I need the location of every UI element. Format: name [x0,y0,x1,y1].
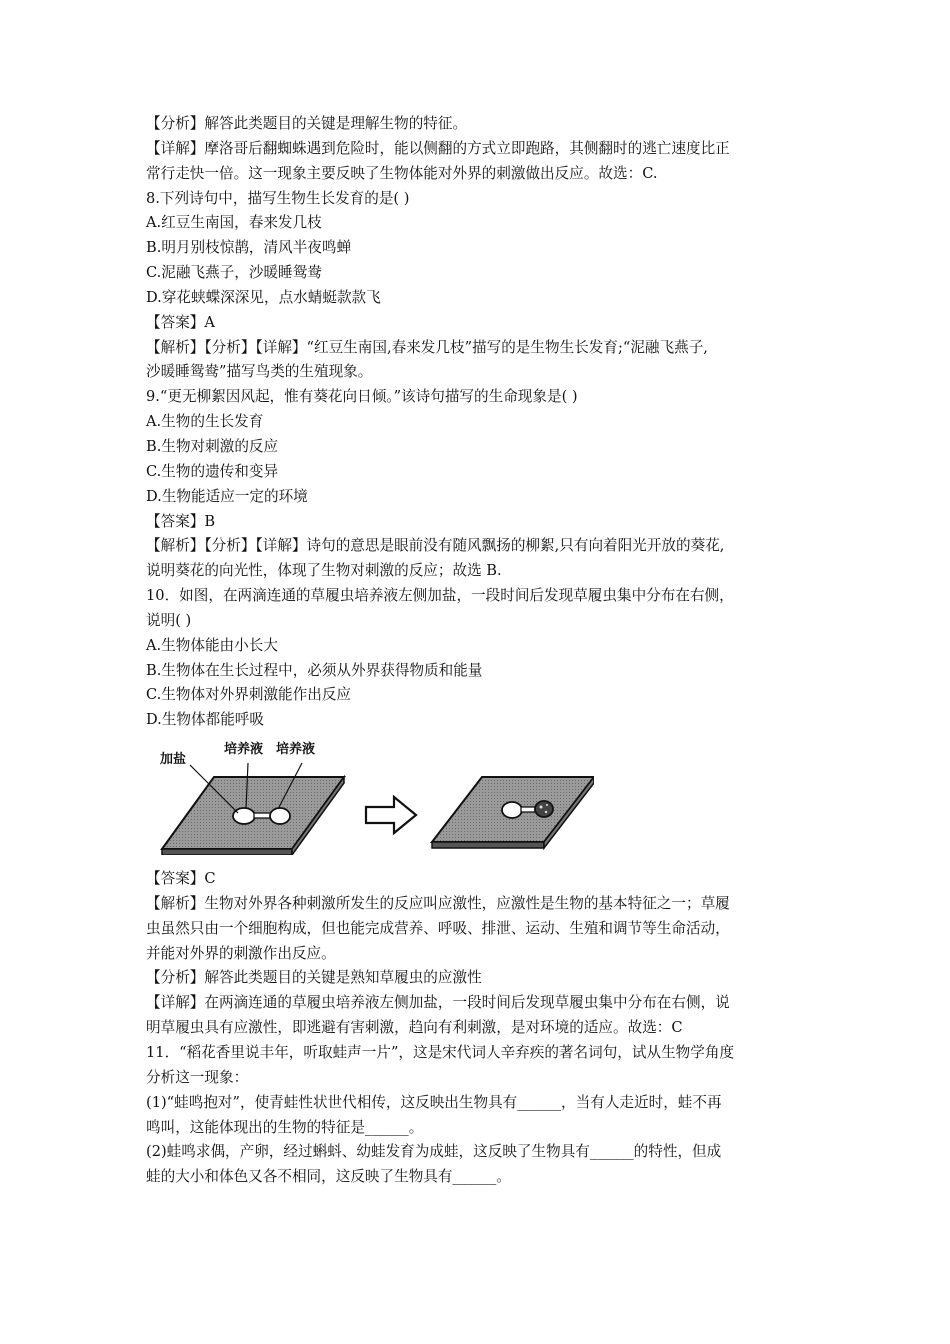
figure-drawing [154,737,594,855]
option-line: A.红豆生南国，春来发几枝 [146,214,322,232]
text-line: 虫虽然只由一个细胞构成，但也能完成营养、呼吸、排泄、运动、生殖和调节等生命活动， [146,919,730,937]
question-8: 8.下列诗句中，描写生物生长发育的是( ) [146,189,410,207]
text-line: (1)“蛙鸣抱对”，使青蛙性状世代相传，这反映出生物具有______，当有人走近时，蛙不再 [146,1093,722,1111]
option-line: C.泥融飞燕子，沙暖睡鸳鸯 [146,264,322,282]
text-line: 鸣叫，这能体现出的生物的特征是______。 [146,1118,424,1136]
option-line: B.生物体在生长过程中，必须从外界获得物质和能量 [146,661,483,679]
question-9: 9.“更无柳絮因风起，惟有葵花向日倾。”该诗句描写的生命现象是( ) [146,388,578,406]
option-line: A.生物体能由小长大 [146,636,278,654]
text-line: (2)蛙鸣求偶，产卵，经过蝌蚪、幼蛙发育为成蛙，这反映了生物具有______的特性，但成 [146,1143,722,1161]
text-line: 说明( ) [146,611,192,629]
question-10: 10．如图，在两滴连通的草履虫培养液左侧加盐，一段时间后发现草履虫集中分布在右侧， [146,587,734,605]
option-line: C.生物的遗传和变异 [146,462,279,480]
text-line: 并能对外界的刺激作出反应。 [146,944,336,962]
text-line: 说明葵花的向光性，体现了生物对刺激的反应；故选 B. [146,562,502,580]
answer-line: 【答案】A [146,313,215,331]
option-line: B.明月别枝惊鹊，清风半夜鸣蝉 [146,239,352,257]
culture-label-right: 培养液 [276,742,316,758]
option-line: D.穿花蛱蝶深深见，点水蜻蜓款款飞 [146,288,381,306]
text-line: 明草履虫具有应激性，即逃避有害刺激，趋向有利刺激，是对环境的适应。故选：C [146,1019,683,1037]
text-block-before-figure [146,112,818,733]
salt-label: 加盐 [160,752,187,768]
option-line: D.生物能适应一定的环境 [146,487,308,505]
text-line: 【解析】【分析】【详解】诗句的意思是眼前没有随风飘扬的柳絮,只有向着阳光开放的葵花, [146,537,725,555]
paramecium-experiment-figure [154,737,594,855]
answer-line: 【答案】B [146,512,216,530]
option-line: C.生物体对外界刺激能作出反应 [146,686,352,704]
option-line: D.生物体都能呼吸 [146,711,264,729]
text-block-after-figure [146,867,818,1190]
text-line: 常行走快一倍。这一现象主要反映了生物体能对外界的刺激做出反应。故选：C. [146,164,658,182]
arrow-icon [366,797,416,833]
option-line: B.生物对刺激的反应 [146,437,279,455]
document-page [146,112,818,1190]
text-line: 【详解】在两滴连通的草履虫培养液左侧加盐，一段时间后发现草履虫集中分布在右侧，说 [146,994,730,1012]
option-line: A.生物的生长发育 [146,413,264,431]
text-line: 【分析】解答此类题目的关键是熟知草履虫的应激性 [146,969,482,987]
text-line: 沙暖睡鸳鸯”描写鸟类的生殖现象。 [146,363,373,381]
text-line: 分析这一现象： [146,1068,249,1086]
text-line: 蛙的大小和体色又各不相同，这反映了生物具有______。 [146,1168,511,1186]
text-line: 【详解】摩洛哥后翻蜘蛛遇到危险时，能以侧翻的方式立即跑路，其侧翻时的逃亡速度比正 [146,139,730,157]
text-line: 【解析】【分析】【详解】“红豆生南国,春来发几枝”描写的是生物生长发育;“泥融飞燕子, [146,338,708,356]
culture-label-left: 培养液 [224,742,264,758]
text-line: 【分析】解答此类题目的关键是理解生物的特征。 [146,115,468,132]
text-line: 【解析】生物对外界各种刺激所发生的反应叫应激性，应激性是生物的基本特征之一；草履 [146,894,730,912]
answer-line: 【答案】C [146,870,216,888]
question-11: 11．“稻花香里说丰年，听取蛙声一片”，这是宋代词人辛弃疾的著名词句，试从生物学角度 [146,1044,735,1061]
